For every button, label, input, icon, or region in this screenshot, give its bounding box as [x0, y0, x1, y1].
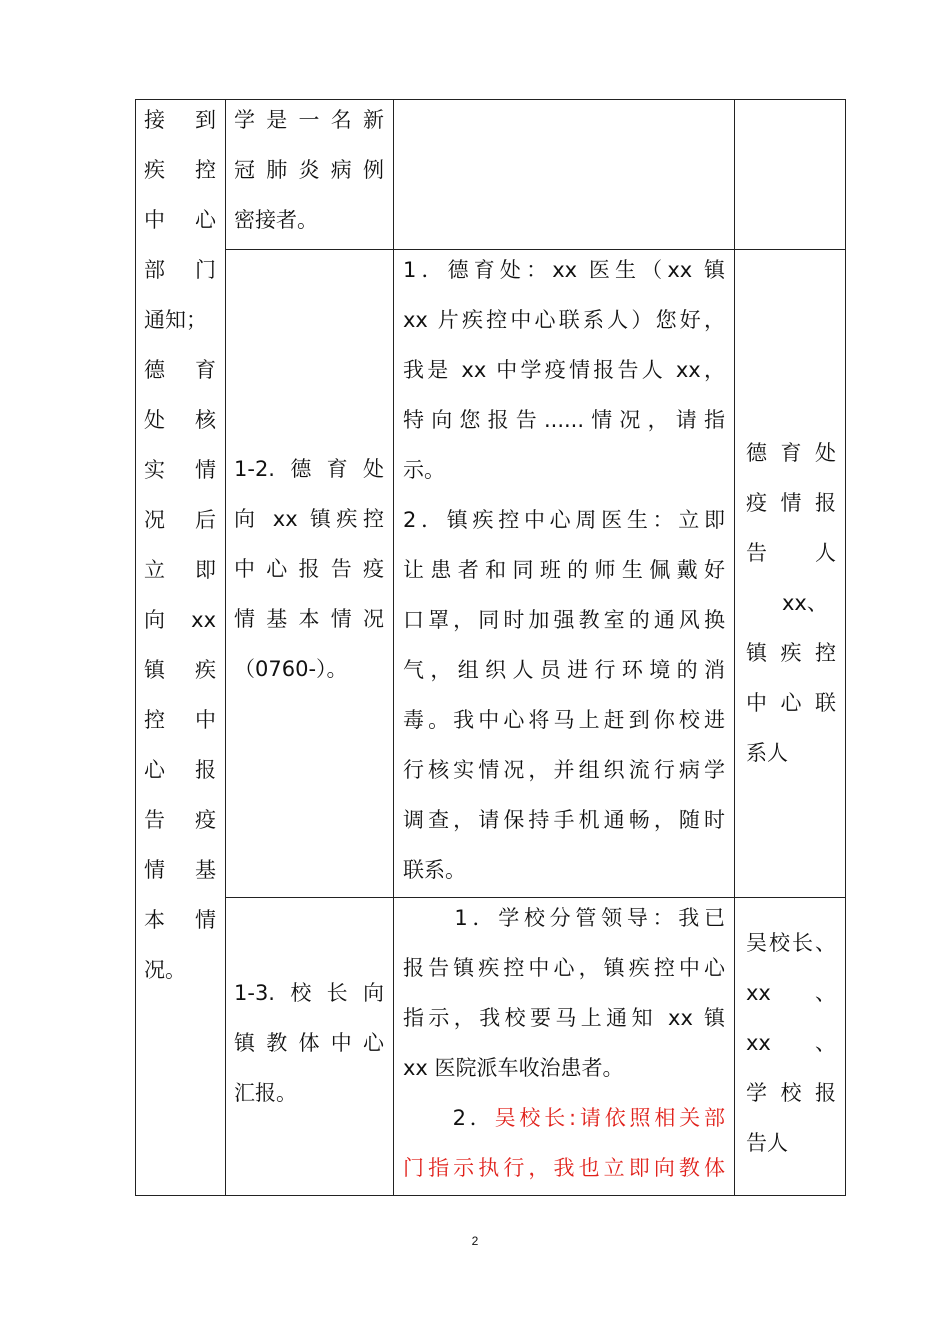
row2-content-cell [403, 245, 725, 895]
text-line: 立 即 [144, 558, 216, 582]
text-line: 心 报 [144, 758, 216, 782]
text-line: 行核实情况，并组织流行病学 [403, 758, 725, 782]
text-line: 特向您报告......情况，请指 [403, 408, 725, 432]
table-divider-3 [734, 99, 735, 1196]
page-number: 2 [471, 1234, 479, 1248]
text-line: 中心报告疫 [234, 557, 384, 581]
text-line: 处 核 [144, 408, 216, 432]
text-line: 接 到 [144, 108, 216, 132]
text-line: 德育处 [746, 441, 836, 465]
highlighted-text: 门指示执行，我也立即向教体 [403, 1156, 725, 1180]
text-line: 中 心 [144, 208, 216, 232]
text-line: 1．德育处：xx 医生（xx 镇 [403, 258, 725, 282]
text-line: 指示，我校要马上通知 xx 镇 [403, 1006, 725, 1030]
table-divider-2 [393, 99, 394, 1196]
row3-step-cell [234, 968, 384, 1118]
text-line: 口罩，同时加强教室的通风换 [403, 608, 725, 632]
row3-content-cell [403, 893, 725, 1193]
row1-step-cell [234, 95, 384, 245]
text-line: 本 情 [144, 908, 216, 932]
text-line: 德 育 [144, 358, 216, 382]
text-line: 镇疾控 [746, 641, 836, 665]
text-line: 吴校长、 [746, 931, 836, 955]
text-line: 告 疫 [144, 808, 216, 832]
table-divider-1 [225, 99, 226, 1196]
text-line: 2．镇疾控中心周医生：立即 [403, 508, 725, 532]
text-line: 1-3.校长向 [234, 981, 384, 1005]
text-line: （0760-）。 [234, 657, 348, 681]
text-line: 告 人 [746, 541, 836, 565]
text-line: 调查，请保持手机通畅，随时 [403, 808, 725, 832]
text-line: 镇 疾 [144, 658, 216, 682]
text-line: 中心联 [746, 691, 836, 715]
text-line: 告人 [746, 1131, 788, 1155]
text-line: 镇教体中心 [234, 1031, 384, 1055]
table-border-bottom [135, 1195, 846, 1196]
row2-step-cell [234, 444, 384, 694]
text-line: 况。 [144, 958, 186, 982]
text-line: 我是 xx 中学疫情报告人 xx， [403, 358, 725, 382]
text-line: 1-2.德育处 [234, 457, 384, 481]
text-line: 示。 [403, 458, 445, 482]
text-line: 报告镇疾控中心，镇疾控中心 [403, 956, 725, 980]
highlighted-text: 吴校长:请依照相关部 [494, 1106, 725, 1130]
text-line: 控 中 [144, 708, 216, 732]
text-line: 况 后 [144, 508, 216, 532]
text-line: 学校报 [746, 1081, 836, 1105]
text-line: xx 医院派车收治患者。 [403, 1056, 624, 1080]
text-line: 情 基 [144, 858, 216, 882]
text-line: 部 门 [144, 258, 216, 282]
text-line: 气，组织人员进行环境的消 [403, 658, 725, 682]
text-line: 毒。我中心将马上赶到你校进 [403, 708, 725, 732]
list-number: 2． [403, 1106, 495, 1130]
text-line: 通知； [144, 308, 207, 332]
row3-person-cell [746, 918, 836, 1168]
text-line: 实 情 [144, 458, 216, 482]
text-line: 联系。 [403, 858, 466, 882]
text-line: 疫情报 [746, 491, 836, 515]
row2-person-cell [746, 428, 836, 778]
text-line: 情基本情况 [234, 607, 384, 631]
text-line: 向 xx [144, 608, 216, 632]
text-line: 密接者。 [234, 208, 318, 232]
table-border-right [845, 99, 846, 1196]
text-line: 向 xx 镇疾控 [234, 507, 384, 531]
table-border-left [135, 99, 136, 1196]
text-line: 系人 [746, 741, 788, 765]
text-line: 让患者和同班的师生佩戴好 [403, 558, 725, 582]
text-line: 学是一名新 [234, 108, 384, 132]
text-line: xx 片疾控中心联系人）您好， [403, 308, 725, 332]
stage-description-cell [144, 95, 216, 995]
text-line: xx、xx、 [746, 981, 836, 1055]
text-line: 疾 控 [144, 158, 216, 182]
text-line: 冠肺炎病例 [234, 158, 384, 182]
text-line: 汇报。 [234, 1081, 297, 1105]
text-line [403, 1093, 725, 1143]
text-line: 1．学校分管领导：我已 [403, 906, 725, 930]
text-line: xx、 [782, 591, 828, 615]
